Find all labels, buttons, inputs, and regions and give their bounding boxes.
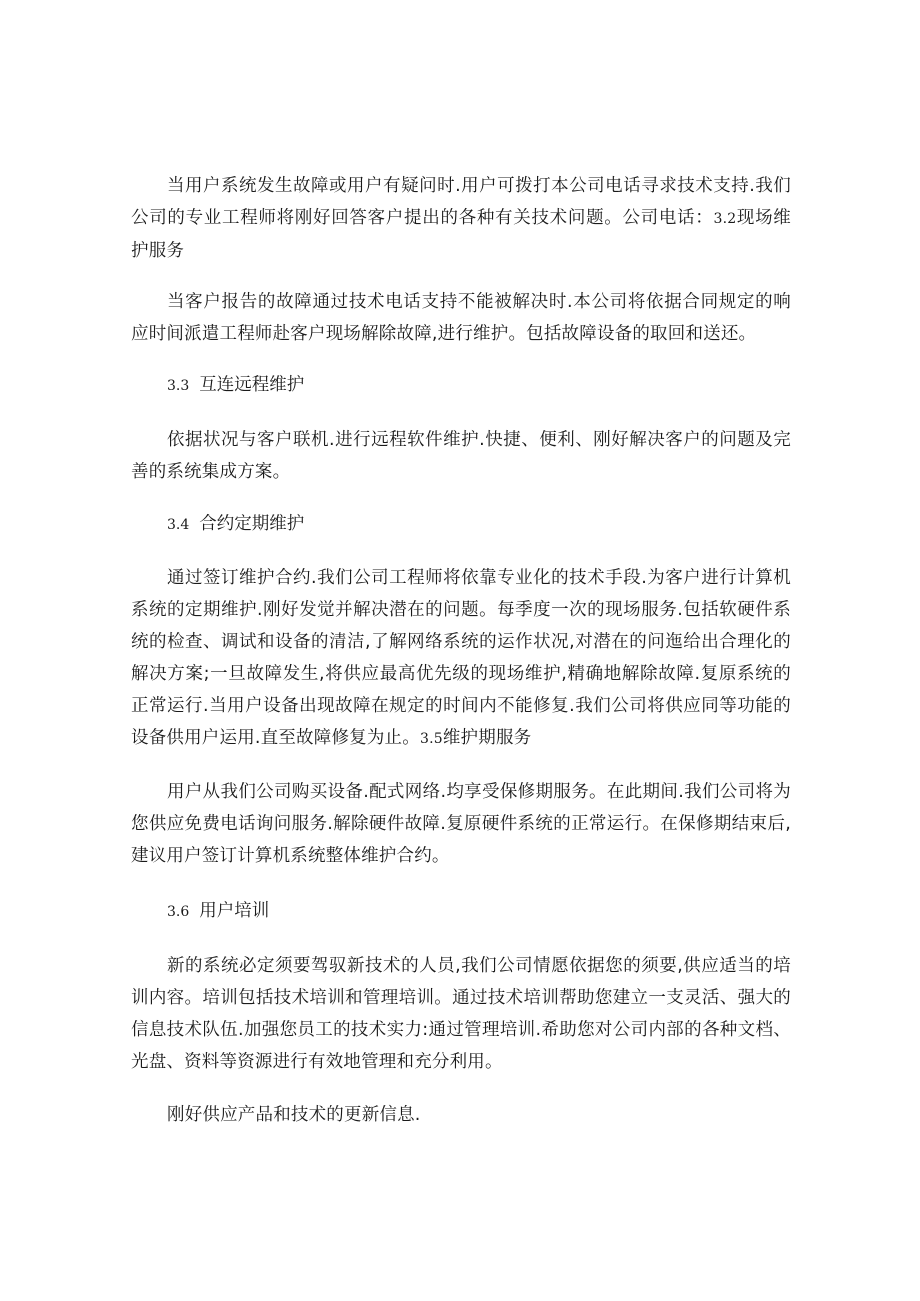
paragraph-contract-maintenance-text: 通过签订维护合约.我们公司工程师将依靠专业化的技术手段.为客户进行计算机系统的定期维护.刚好发觉并解决潜在的问题。每季度一次的现场服务.包括软硬件系统的检查、调试和设备的清洁,了解网络系统的运作状况,对潜在的问迤给出合理化的解决方案;一旦故障发生,将供应最高优先级的现场维护,精确地解除故障.复原系统的正常运行.当用户设备出现故障在规定的时间内不能修复.我们公司将供应同等功能的设备供用户运用.直至故障修复为止。: [131, 568, 791, 748]
paragraph-phone-support-text: 当用户系统发生故障或用户有疑问时.用户可拨打本公司电话寻求技术支持.我们公司的专业工程师将刚好回答客户提出的各种有关技术问题。公司电话：: [131, 176, 791, 228]
section-3-3-heading: [167, 369, 304, 402]
section-3-4-heading: [167, 508, 304, 541]
paragraph-warranty-service: 用户从我们公司购买设备.配式网络.均享受保修期服务。在此期间.我们公司将为您供应免费电话询问服务.解除硬件故障.复原硬件系统的正常运行。在保修期结束后,建议用户签订计算机系统整体维护合约。: [131, 782, 791, 866]
section-3-5-title: 维护期服务: [442, 728, 532, 748]
paragraph-onsite-service: 当客户报告的故障通过技术电话支持不能被解决时.本公司将依据合同规定的响应时间派遣工程师赴客户现场解除故障,进行维护。包括故障设备的取回和送还。: [131, 292, 791, 344]
paragraph-contract-maintenance: [131, 562, 791, 755]
section-3-4-number: 3.4: [167, 517, 190, 533]
paragraph-remote-maintenance: 依据状况与客户联机.进行远程软件维护.快捷、便利、刚好解决客户的问题及完善的系统集成方案。: [131, 430, 791, 482]
section-3-2-title: 现场维护服务: [131, 208, 791, 261]
paragraph-phone-support: [131, 170, 791, 267]
paragraph-update-info: 刚好供应产品和技术的更新信息.: [167, 1105, 421, 1125]
section-3-4-title: 合约定期维护: [199, 514, 305, 534]
section-3-5-number: 3.5: [419, 731, 443, 747]
section-3-6-number: 3.6: [167, 904, 190, 920]
section-3-6-title: 用户培训: [199, 901, 270, 921]
section-3-2-number: 3.2: [713, 211, 737, 227]
section-3-3-title: 互连远程维护: [199, 375, 305, 395]
section-3-3-number: 3.3: [167, 378, 190, 394]
paragraph-user-training: 新的系统必定须要驾驭新技术的人员,我们公司情愿依据您的须要,供应适当的培训内容。培训包括技术培训和管理培训。通过技术培训帮助您建立一支灵活、强大的信息技术队伍.加强您员工的技术实力:通过管理培训.希助您对公司内部的各种文档、光盘、资料等资源进行有效地管理和充分利用。: [131, 956, 791, 1072]
section-3-6-heading: [167, 895, 269, 928]
